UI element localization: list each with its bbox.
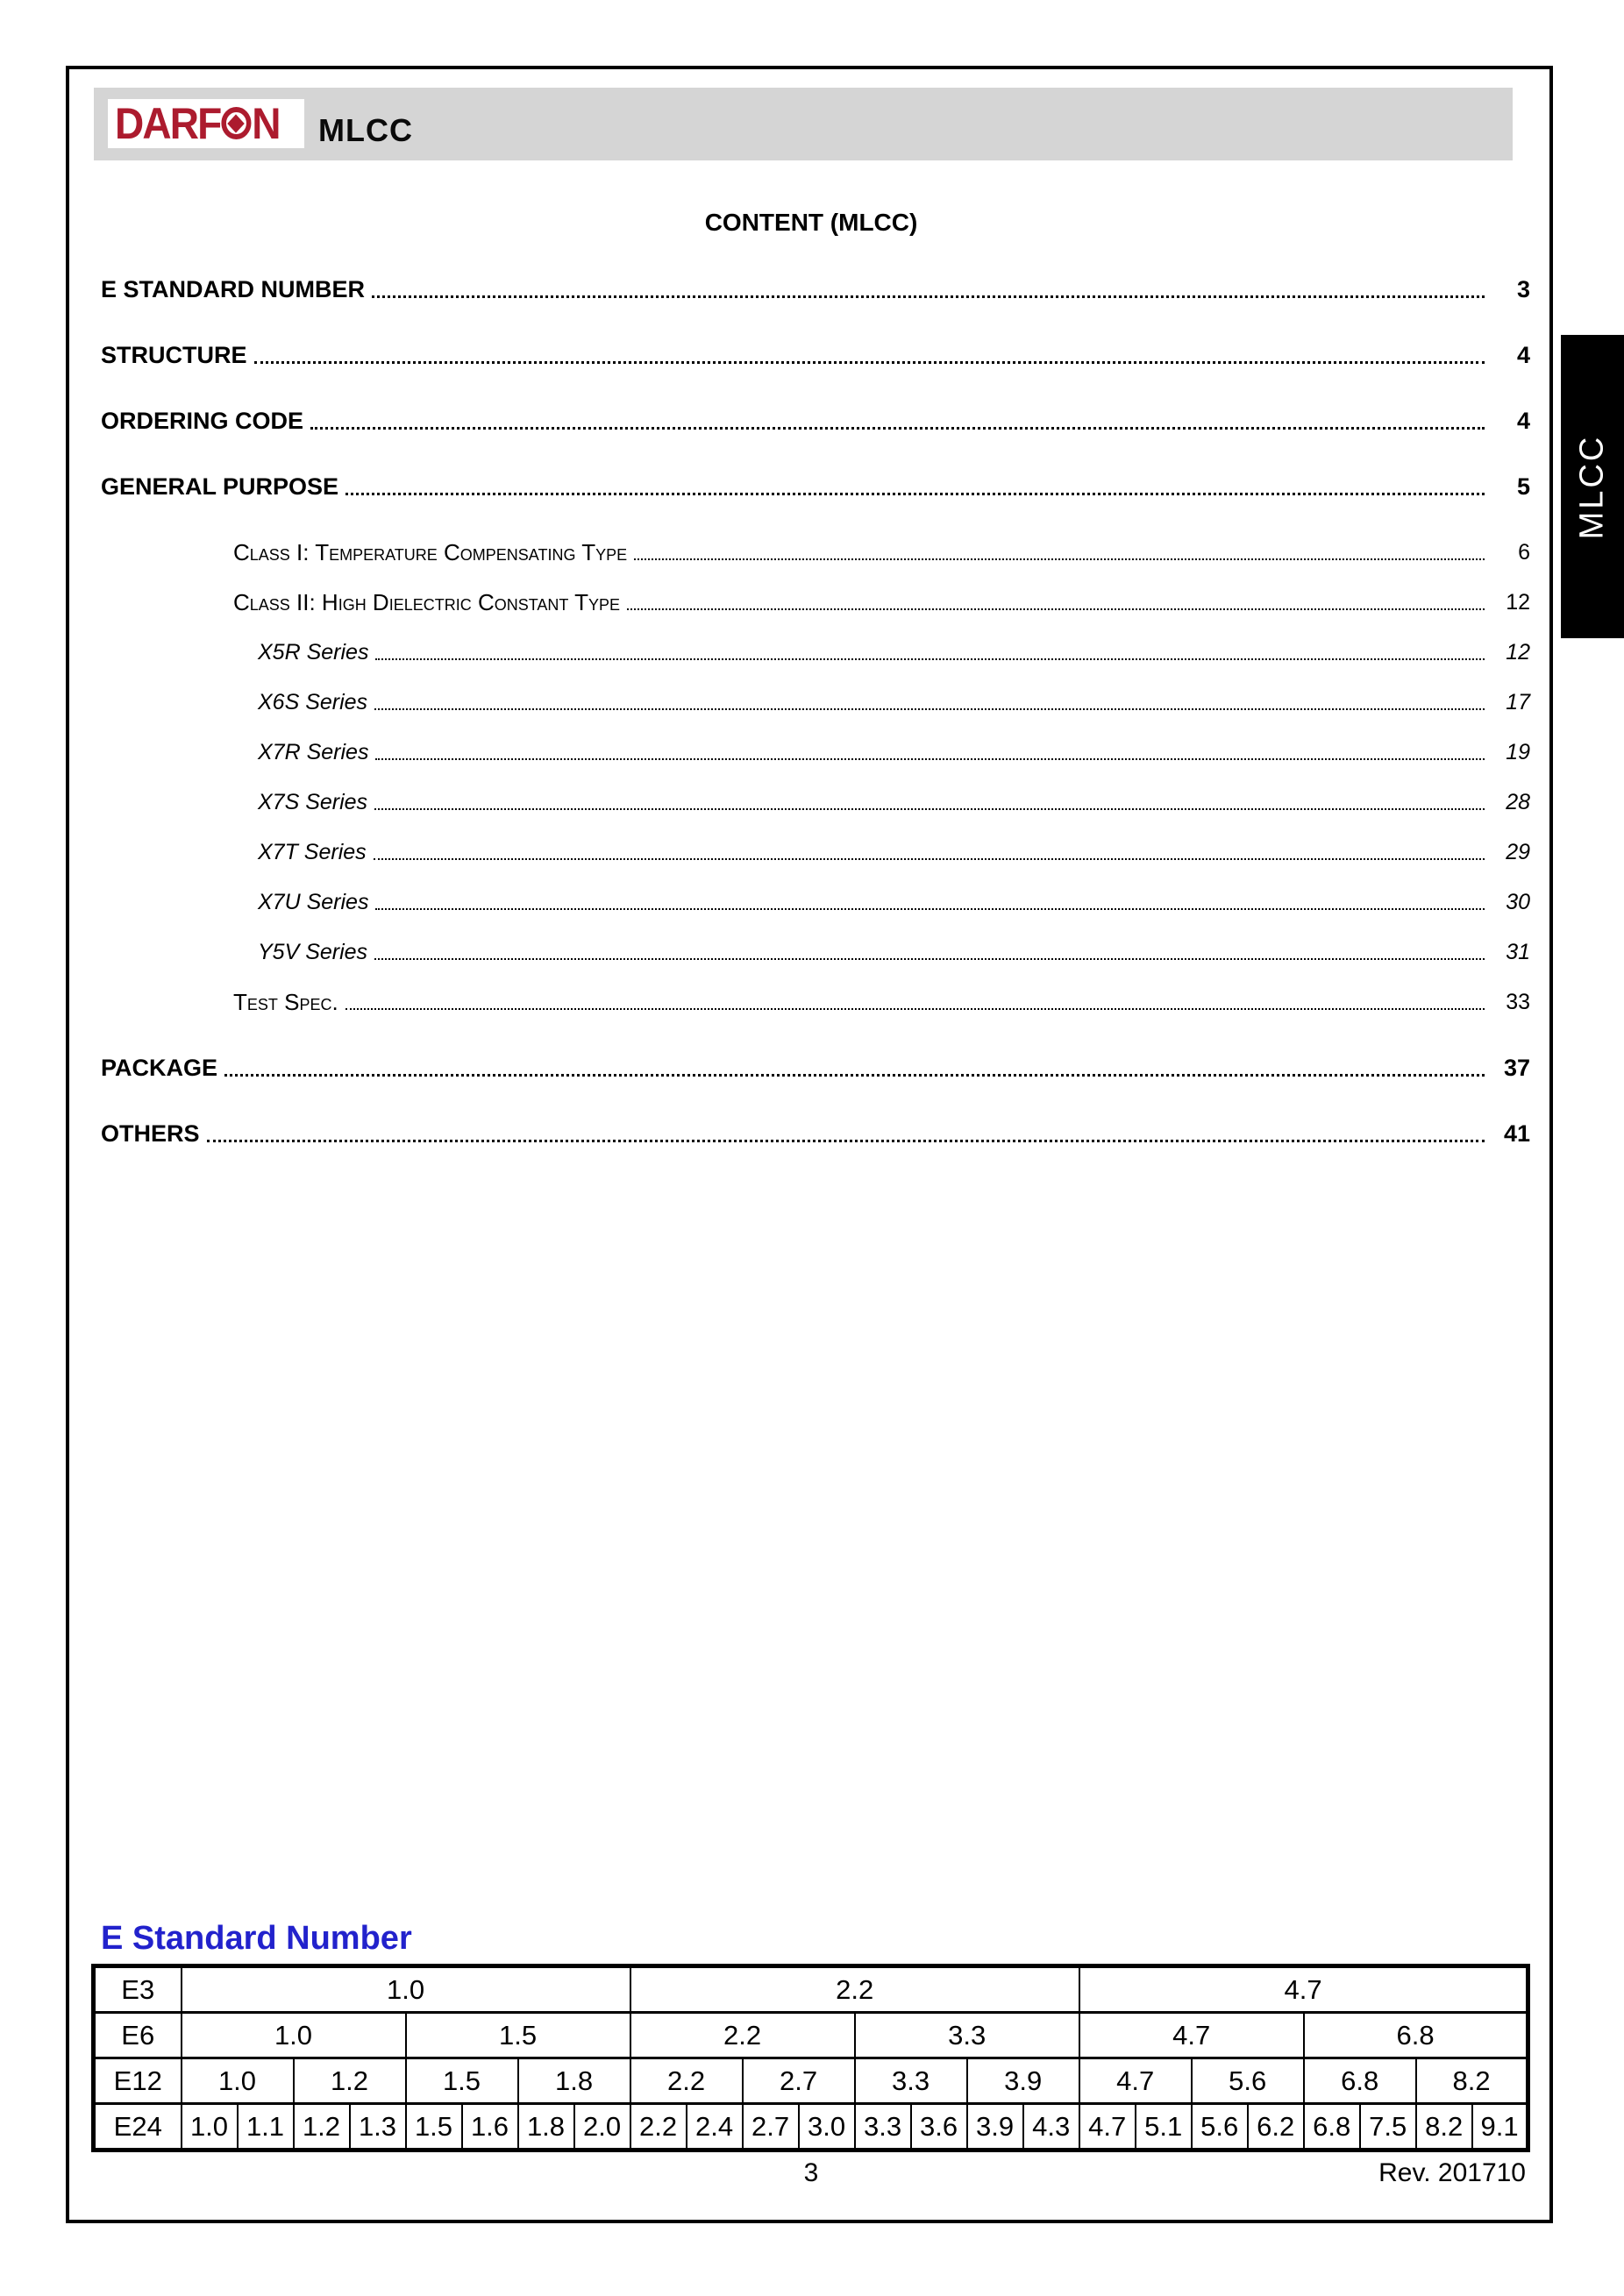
toc-entry[interactable] — [258, 686, 1530, 719]
e-table-cell: 4.7 — [1079, 2013, 1304, 2058]
e-table-cell: 7.5 — [1360, 2104, 1416, 2150]
e-table-cell: 3.3 — [855, 2058, 967, 2104]
toc-entry-label: X7T Series — [258, 840, 367, 864]
toc-entry[interactable] — [233, 536, 1530, 569]
e-table-cell: 4.7 — [1079, 2104, 1136, 2150]
toc-entry[interactable] — [258, 835, 1530, 869]
e-table-cell: 5.1 — [1136, 2104, 1192, 2150]
toc-entry[interactable] — [258, 785, 1530, 819]
toc-entry[interactable] — [101, 338, 1530, 372]
e-table-row-label: E12 — [94, 2058, 182, 2104]
e-table-cell: 4.3 — [1023, 2104, 1079, 2150]
mlcc-side-tab — [1561, 335, 1624, 638]
toc-page-number: 12 — [1506, 640, 1530, 665]
e-table-cell: 5.6 — [1192, 2058, 1304, 2104]
toc-leader-dots — [207, 1140, 1485, 1142]
toc-entry[interactable] — [233, 985, 1530, 1019]
toc-entry-label: X7U Series — [258, 890, 369, 914]
toc-leader-dots — [374, 708, 1485, 710]
toc-leader-dots — [627, 608, 1485, 610]
toc-page-number: 3 — [1516, 276, 1530, 302]
e-table-cell: 3.9 — [967, 2058, 1079, 2104]
e-table-cell: 1.1 — [238, 2104, 294, 2150]
e-table-cell: 3.0 — [799, 2104, 855, 2150]
e-table-cell: 3.3 — [855, 2104, 911, 2150]
toc-leader-dots — [310, 427, 1485, 430]
logo-text-suffix: N — [252, 99, 280, 148]
toc-page-number: 33 — [1506, 990, 1530, 1014]
toc-entry[interactable] — [101, 273, 1530, 306]
mlcc-side-tab-label: MLCC — [1573, 434, 1611, 539]
circle-diamond-icon — [221, 107, 251, 139]
e-table-cell: 1.0 — [182, 2013, 406, 2058]
toc-entry[interactable] — [258, 636, 1530, 669]
darfon-logo — [108, 99, 304, 148]
e-table-row — [94, 1966, 1528, 2013]
e-table-cell: 1.3 — [350, 2104, 406, 2150]
e-table-cell: 5.6 — [1192, 2104, 1248, 2150]
e-table-cell: 2.2 — [630, 2104, 687, 2150]
e-table-cell: 6.8 — [1304, 2104, 1360, 2150]
toc-page-number: 6 — [1518, 540, 1530, 565]
e-table-cell: 1.5 — [406, 2058, 518, 2104]
e-table-cell: 1.0 — [182, 1966, 630, 2013]
e-table-cell: 6.8 — [1304, 2013, 1528, 2058]
e-table-row-label: E3 — [94, 1966, 182, 2013]
toc-entry-label: X7R Series — [258, 740, 369, 764]
footer-page-number: 3 — [803, 2158, 819, 2187]
toc-leader-dots — [345, 493, 1485, 495]
page-title: CONTENT (MLCC) — [704, 209, 918, 236]
e-table-cell: 6.2 — [1248, 2104, 1304, 2150]
e-table-cell: 1.2 — [294, 2104, 350, 2150]
e-table-cell: 1.5 — [406, 2013, 630, 2058]
toc-page-number: 28 — [1506, 790, 1530, 814]
e-table-cell: 2.4 — [687, 2104, 743, 2150]
toc-page-number: 41 — [1503, 1120, 1530, 1147]
toc-leader-dots — [374, 958, 1485, 960]
e-table-cell: 2.2 — [630, 2058, 743, 2104]
logo-text-prefix: DARF — [115, 99, 221, 148]
section-heading: E Standard Number — [101, 1920, 412, 1957]
e-table-cell: 4.7 — [1079, 2058, 1192, 2104]
toc-entry[interactable] — [101, 404, 1530, 437]
e-table-row-label: E24 — [94, 2104, 182, 2150]
toc-entry-label: ORDERING CODE — [101, 408, 304, 434]
toc-entry[interactable] — [258, 736, 1530, 769]
e-table-cell: 2.7 — [743, 2104, 799, 2150]
toc-leader-dots — [634, 558, 1485, 560]
e-table-cell: 1.2 — [294, 2058, 406, 2104]
e-table-row — [94, 2104, 1528, 2150]
toc-entry-label: X6S Series — [258, 690, 368, 714]
toc-leader-dots — [224, 1074, 1485, 1077]
header-product-label: MLCC — [317, 112, 413, 148]
toc-page-number: 4 — [1516, 342, 1530, 368]
toc-entry-label: X5R Series — [258, 640, 369, 665]
toc-page-number: 37 — [1503, 1055, 1530, 1081]
toc-page-number: 5 — [1516, 473, 1530, 500]
toc-leader-dots — [374, 808, 1485, 810]
toc-page-number: 30 — [1506, 890, 1530, 914]
toc-leader-dots — [375, 658, 1485, 660]
e-table-cell: 1.6 — [462, 2104, 518, 2150]
header-banner — [94, 88, 1513, 160]
e-table-cell: 1.8 — [518, 2104, 574, 2150]
toc-page-number: 19 — [1506, 740, 1530, 764]
e-table-cell: 4.7 — [1079, 1966, 1528, 2013]
toc-leader-dots — [374, 858, 1485, 860]
toc-entry[interactable] — [258, 885, 1530, 919]
e-table-cell: 3.9 — [967, 2104, 1023, 2150]
e-table-cell: 3.6 — [911, 2104, 967, 2150]
e-table-cell: 1.5 — [406, 2104, 462, 2150]
toc-leader-dots — [345, 1008, 1485, 1010]
toc-entry-label: GENERAL PURPOSE — [101, 473, 339, 500]
toc-leader-dots — [254, 361, 1485, 364]
e-table-cell: 1.0 — [182, 2058, 294, 2104]
toc-entry[interactable] — [233, 586, 1530, 619]
e-table-cell: 2.7 — [743, 2058, 855, 2104]
toc-entry-label: PACKAGE — [101, 1055, 218, 1081]
toc-page-number: 29 — [1506, 840, 1530, 864]
toc-entry-label: Class I: Temperature Compensating Type — [233, 539, 628, 565]
toc-entry[interactable] — [101, 470, 1530, 503]
toc-entry-label: E STANDARD NUMBER — [101, 276, 365, 302]
e-standard-number-table — [91, 1964, 1530, 2152]
toc-page-number: 31 — [1506, 940, 1530, 964]
toc-entry[interactable] — [258, 935, 1530, 969]
toc-entry[interactable] — [101, 1051, 1530, 1084]
darfon-logo-text — [115, 99, 280, 148]
toc-page-number: 4 — [1516, 408, 1530, 434]
toc-leader-dots — [375, 758, 1485, 760]
toc-page-number: 17 — [1506, 690, 1530, 714]
e-table-cell: 2.0 — [574, 2104, 630, 2150]
toc-leader-dots — [375, 908, 1485, 910]
toc-entry[interactable] — [101, 1117, 1530, 1150]
e-table-cell: 1.8 — [518, 2058, 630, 2104]
e-table-cell: 6.8 — [1304, 2058, 1416, 2104]
toc-entry-label: OTHERS — [101, 1120, 200, 1147]
toc-entry-label: Class II: High Dielectric Constant Type — [233, 589, 621, 615]
e-table-cell: 3.3 — [855, 2013, 1079, 2058]
e-table-row — [94, 2013, 1528, 2058]
toc-entry-label: STRUCTURE — [101, 342, 247, 368]
e-table-cell: 8.2 — [1416, 2104, 1472, 2150]
e-table-cell: 8.2 — [1416, 2058, 1528, 2104]
toc-leader-dots — [372, 295, 1485, 298]
e-table-cell: 2.2 — [630, 1966, 1079, 2013]
e-table-row-label: E6 — [94, 2013, 182, 2058]
footer-revision: Rev. 201710 — [1378, 2158, 1526, 2187]
e-table-row — [94, 2058, 1528, 2104]
toc-entry-label: Test Spec. — [233, 989, 338, 1015]
e-table-cell: 1.0 — [182, 2104, 238, 2150]
toc-entry-label: Y5V Series — [258, 940, 368, 964]
toc-entry-label: X7S Series — [258, 790, 368, 814]
e-table-cell: 9.1 — [1472, 2104, 1528, 2150]
e-table-cell: 2.2 — [630, 2013, 855, 2058]
toc-page-number: 12 — [1506, 590, 1530, 615]
